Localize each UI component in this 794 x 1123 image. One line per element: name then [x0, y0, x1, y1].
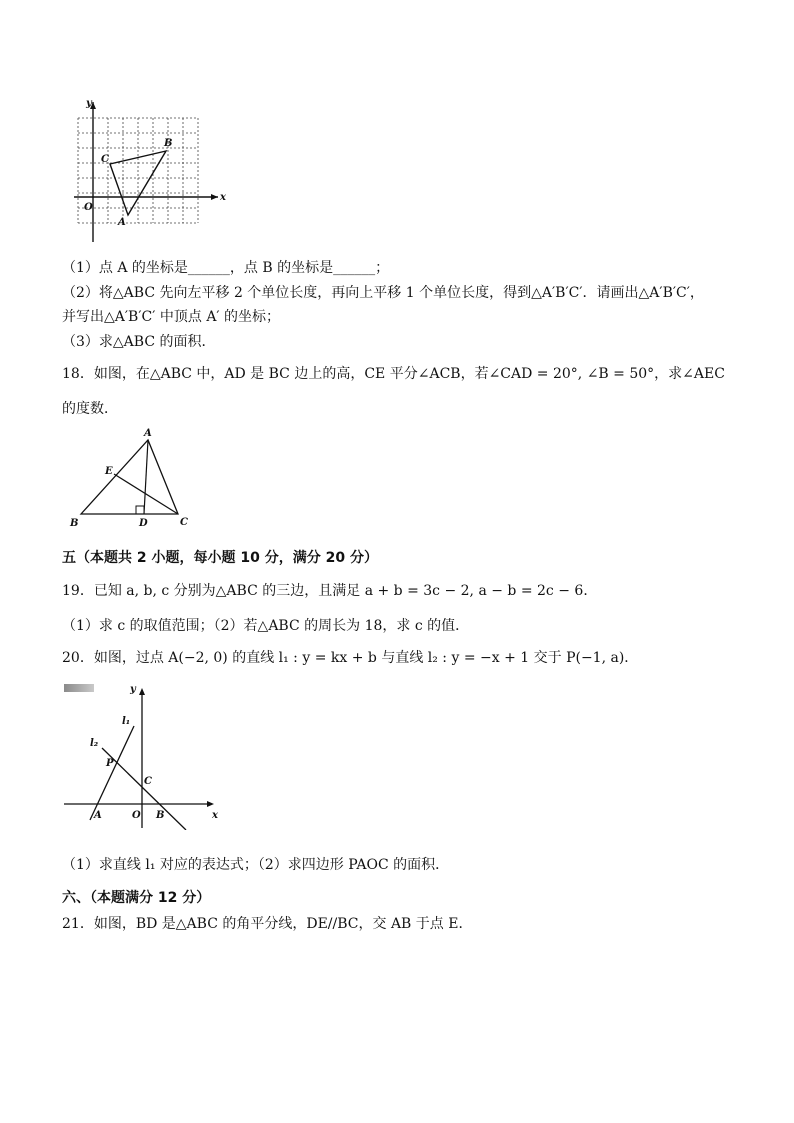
lines-figure	[62, 680, 228, 830]
y-axis-label: y	[86, 98, 92, 109]
q17-part3: （3）求△ABC 的面积．	[62, 334, 216, 350]
coordinate-grid-figure	[70, 96, 230, 246]
l2-label: l₂	[90, 738, 99, 749]
label-d: D	[139, 518, 148, 529]
label-e: E	[105, 466, 113, 477]
point-a-label: A	[94, 810, 102, 821]
altitude-ad	[144, 440, 148, 514]
point-p-label: P	[106, 758, 114, 769]
q18-line1: 18．如图，在△ABC 中，AD 是 BC 边上的高，CE 平分∠ACB，若∠CAD = 20°, ∠B = 50°，求∠AEC	[62, 366, 725, 382]
q19-line2: （1）求 c 的取值范围；（2）若△ABC 的周长为 18，求 c 的值．	[62, 618, 470, 634]
triangle-abc-outline	[81, 440, 178, 514]
label-b: B	[70, 518, 79, 529]
point-b-label: B	[156, 810, 165, 821]
l1-label: l₁	[122, 716, 131, 727]
section6-title: 六、（本题满分 12 分）	[62, 890, 211, 906]
y-axis-label: y	[130, 684, 136, 695]
grid-lines	[78, 118, 198, 223]
line-l2	[102, 748, 186, 830]
q18-line2: 的度数．	[62, 401, 118, 417]
origin-label: O	[132, 810, 141, 821]
q19-line1: 19．已知 a, b, c 分别为△ABC 的三边，且满足 a + b = 3c − 2, a − b = 2c − 6．	[62, 583, 598, 599]
right-angle-mark	[136, 506, 144, 514]
point-c-label: C	[144, 776, 152, 787]
q20-line2: （1）求直线 l₁ 对应的表达式；（2）求四边形 PAOC 的面积．	[62, 857, 450, 873]
label-a: A	[144, 428, 152, 439]
triangle-figure	[66, 426, 196, 532]
point-b-label: B	[164, 138, 173, 149]
point-c-label: C	[101, 154, 109, 165]
x-axis-label: x	[220, 192, 226, 203]
q20-line1: 20．如图，过点 A(−2, 0) 的直线 l₁ : y = kx + b 与直线 l₂ : y = −x + 1 交于 P(−1, a)．	[62, 650, 639, 666]
q21-line1: 21．如图，BD 是△ABC 的角平分线，DE//BC，交 AB 于点 E．	[62, 916, 473, 932]
q17-part1: （1）点 A 的坐标是______，点 B 的坐标是______；	[62, 260, 390, 276]
label-c: C	[180, 517, 188, 528]
q17-part2-line1: （2）将△ABC 先向左平移 2 个单位长度，再向上平移 1 个单位长度，得到△A′B′C′．请画出△A′B′C′，	[62, 285, 704, 301]
section5-title: 五（本题共 2 小题，每小题 10 分，满分 20 分）	[62, 550, 378, 566]
q17-part2-line2: 并写出△A′B′C′ 中顶点 A′ 的坐标；	[62, 309, 281, 325]
origin-label: O	[84, 202, 93, 213]
point-a-label: A	[118, 217, 126, 228]
x-axis-label: x	[212, 810, 218, 821]
